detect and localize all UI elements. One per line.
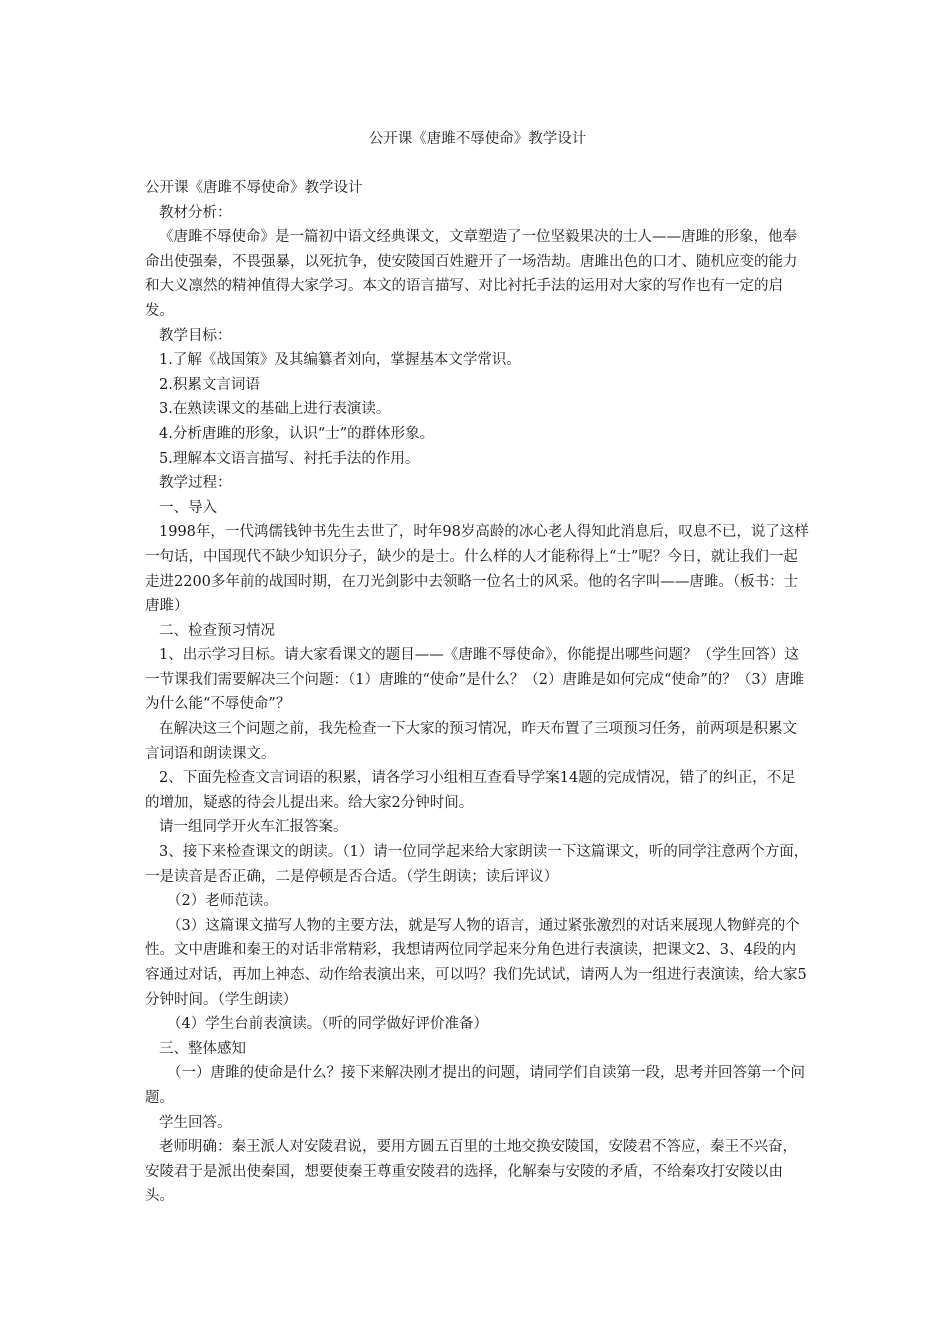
section-heading: 二、检查预习情况 — [159, 622, 275, 639]
section-heading: 教材分析： — [159, 204, 232, 221]
document-body — [145, 176, 810, 1209]
paragraph: 2、下面先检查文言词语的积累，请各学习小组相互查看导学案14题的完成情况，错了的纠正，不足的增加，疑惑的待会儿提出来。给大家2分钟时间。 — [145, 770, 796, 811]
paragraph: 在解决这三个问题之前，我先检查一下大家的预习情况，昨天布置了三项预习任务，前两项是积累文言词语和朗读课文。 — [145, 721, 797, 762]
section-heading: 一、导入 — [159, 499, 217, 516]
section-heading: 教学目标： — [159, 327, 232, 344]
paragraph: 公开课《唐雎不辱使命》教学设计 — [145, 180, 363, 196]
section-heading: 三、整体感知 — [159, 1040, 246, 1057]
paragraph: 《唐雎不辱使命》是一篇初中语文经典课文，文章塑造了一位坚毅果决的士人——唐雎的形象，他奉命出使强秦，不畏强暴，以死抗争，使安陵国百姓避开了一场浩劫。唐雎出色的口才、随机应变的能力和大义凛然的精神值得大家学习。本文的语言描写、对比衬托手法的运用对大家的写作也有一定的启发。 — [145, 229, 798, 319]
paragraph: 老师明确：秦王派人对安陵君说，要用方圆五百里的土地交换安陵国，安陵君不答应，秦王不兴奋，安陵君于是派出使秦国，想要使秦王尊重安陵君的选择，化解秦与安陵的矛盾，不给秦攻打安陵以由头。 — [145, 1139, 797, 1205]
paragraph: 1、出示学习目标。请大家看课文的题目——《唐雎不辱使命》，你能提出哪些问题？（学生回答）这一节课我们需要解决三个问题：（1）唐雎的“使命”是什么？（2）唐雎是如何完成“使命”的？（3）唐雎为什么能“不辱使命”？ — [145, 647, 805, 713]
paragraph: 1998年，一代鸿儒钱钟书先生去世了，时年98岁高龄的冰心老人得知此消息后，叹息不已，说了这样一句话，中国现代不缺少知识分子，缺少的是士。什么样的人才能称得上“士”呢？今日，就让我们一起走进2200多年前的战国时期，在刀光剑影中去领略一位名士的风采。他的名字叫——唐雎。（板书：士唐雎） — [145, 524, 809, 615]
paragraph: （3）这篇课文描写人物的主要方法，就是写人物的语言，通过紧张激烈的对话来展现人物鲜亮的个性。文中唐雎和秦王的对话非常精彩，我想请两位同学起来分角色进行表演读，把课文2、3、4段的内容通过对话，再加上神态、动作给表演出来，可以吗？我们先试试，请两人为一组进行表演读，给大家5分钟时间。（学生朗读） — [145, 917, 807, 1008]
list-item: 2.积累文言词语 — [159, 376, 260, 393]
list-item: 4.分析唐雎的形象，认识“士”的群体形象。 — [159, 425, 435, 442]
paragraph: 请一组同学开火车汇报答案。 — [159, 819, 348, 836]
paragraph: （一）唐雎的使命是什么？接下来解决刚才提出的问题，请同学们自读第一段，思考并回答第一个问题。 — [145, 1065, 805, 1106]
list-item: 5.理解本文语言描写、衬托手法的作用。 — [159, 450, 420, 467]
paragraph: （4）学生台前表演读。（听的同学做好评价准备） — [167, 1016, 488, 1033]
list-item: 3.在熟读课文的基础上进行表演读。 — [159, 401, 391, 418]
document-title: 公开课《唐雎不辱使命》教学设计 — [368, 131, 587, 147]
section-heading: 教学过程： — [159, 475, 232, 492]
paragraph: 3、接下来检查课文的朗读。（1）请一位同学起来给大家朗读一下这篇课文，听的同学注意两个方面，一是读音是否正确，二是停顿是否合适。（学生朗读；读后评议） — [145, 844, 809, 885]
paragraph: （2）老师范读。 — [167, 893, 278, 910]
list-item: 1.了解《战国策》及其编纂者刘向，掌握基本文学常识。 — [159, 352, 521, 369]
paragraph: 学生回答。 — [159, 1114, 232, 1131]
